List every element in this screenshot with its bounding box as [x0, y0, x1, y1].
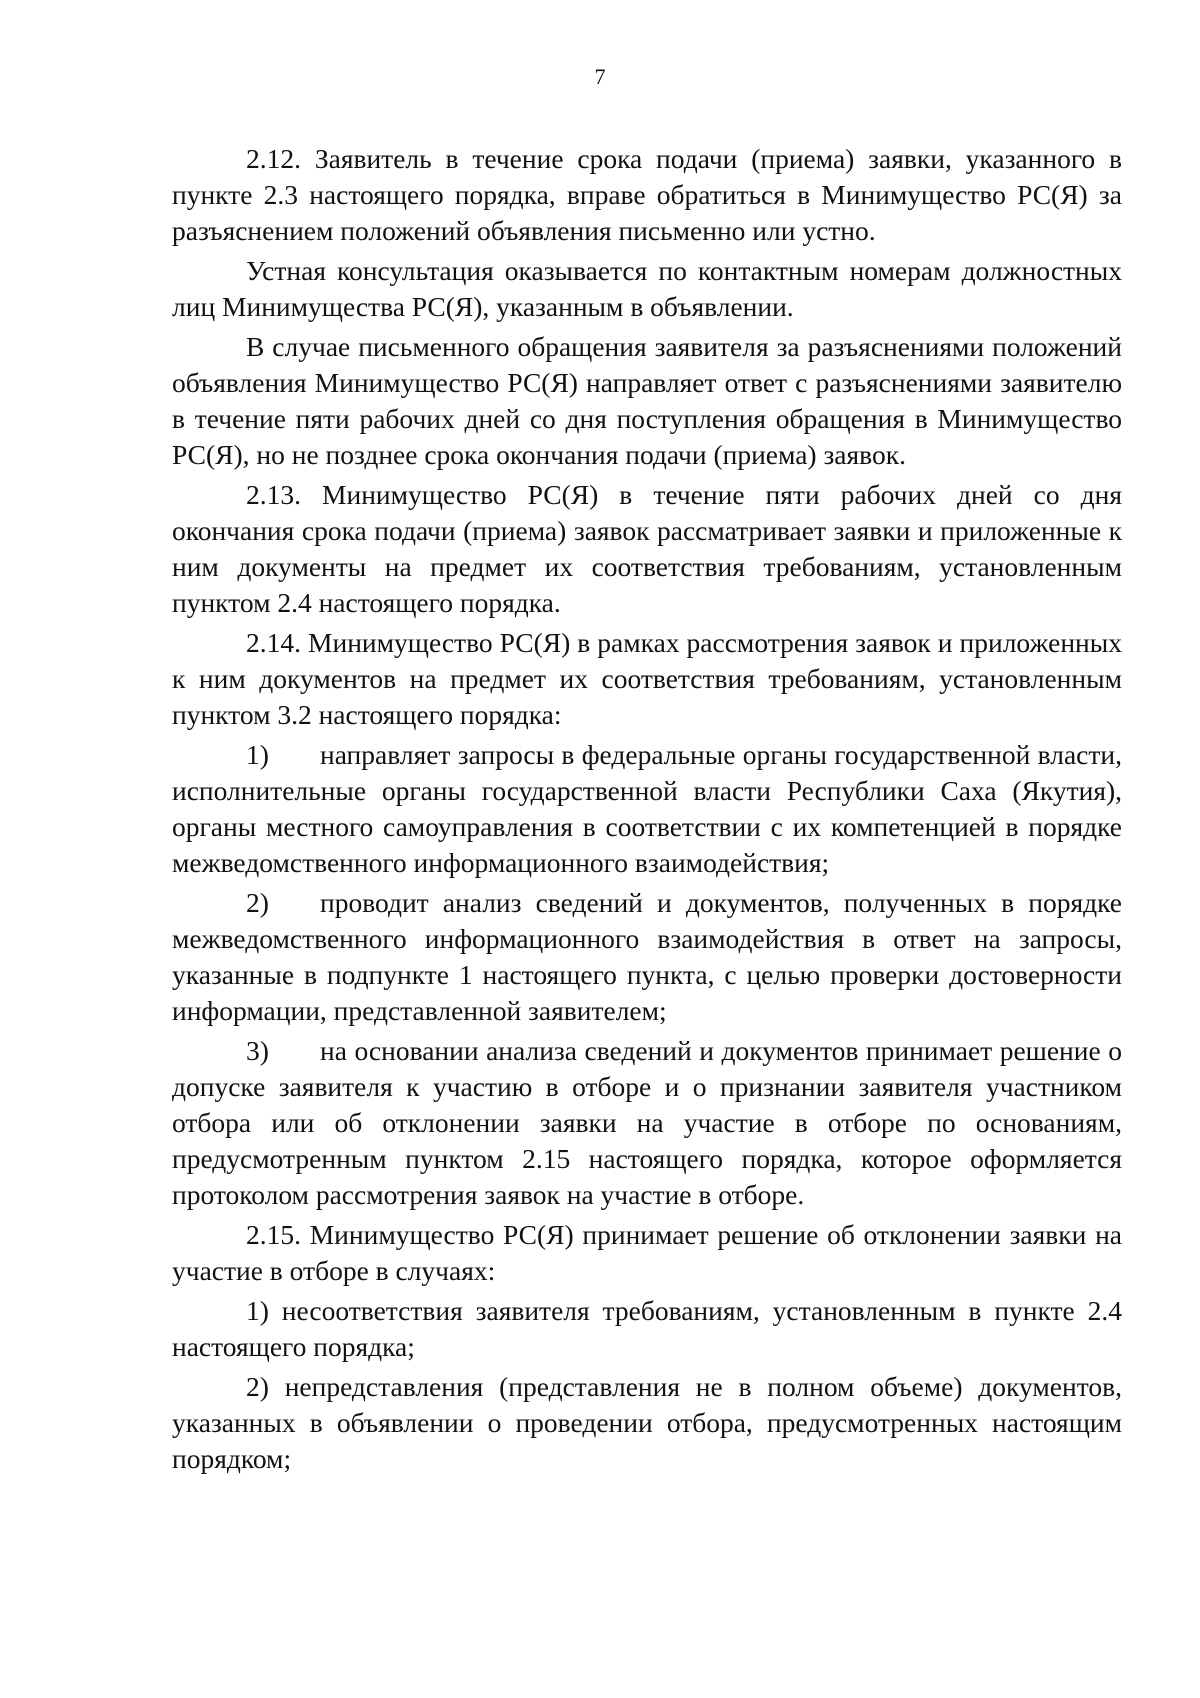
- paragraph-2-15: 2.15. Минимущество РС(Я) принимает решение об отклонении заявки на участие в отборе в случаях:: [172, 1219, 1122, 1286]
- page-number: 7: [594, 64, 606, 89]
- list-item-3: [172, 1033, 1122, 1213]
- list-item-number: 1): [246, 739, 269, 770]
- list-item-number: 3): [246, 1035, 269, 1066]
- list-item-text: на основании анализа сведений и документов принимает решение о допуске заявителя к участию в отборе и о признании заявителя участником отбора или об отклонении заявки на участие в отборе по основаниям, предусмотренным пунктом 2.15 настоящего порядка, которое оформляется протоколом рассмотрения заявок на участие в отборе.: [172, 1035, 1122, 1210]
- list-item-1: [172, 737, 1122, 881]
- paragraph-2-14: 2.14. Минимущество РС(Я) в рамках рассмотрения заявок и приложенных к ним документов на предмет их соответствия требованиям, установленным пунктом 3.2 настоящего порядка:: [172, 627, 1122, 730]
- list-item-2: [172, 885, 1122, 1029]
- list-item-number: 2): [246, 887, 269, 918]
- paragraph-oral-consultation: Устная консультация оказывается по контактным номерам должностных лиц Минимущества РС(Я), указанным в объявлении.: [172, 255, 1122, 322]
- paragraph-written-request: В случае письменного обращения заявителя за разъяснениями положений объявления Минимущество РС(Я) направляет ответ с разъяснениями заявителю в течение пяти рабочих дней со дня поступления обращения в Минимущество РС(Я), но не позднее срока окончания подачи (приема) заявок.: [172, 331, 1122, 470]
- paragraph-reason-1: 1) несоответствия заявителя требованиям, установленным в пункте 2.4 настоящего порядка;: [172, 1295, 1122, 1362]
- paragraph-2-12: 2.12. Заявитель в течение срока подачи (приема) заявки, указанного в пункте 2.3 настоящего порядка, вправе обратиться в Минимущество РС(Я) за разъяснением положений объявления письменно или устно.: [172, 143, 1122, 246]
- paragraph-2-13: 2.13. Минимущество РС(Я) в течение пяти рабочих дней со дня окончания срока подачи (приема) заявок рассматривает заявки и приложенные к ним документы на предмет их соответствия требованиям, установленным пунктом 2.4 настоящего порядка.: [172, 479, 1122, 618]
- paragraph-reason-2: 2) непредставления (представления не в полном объеме) документов, указанных в объявлении о проведении отбора, предусмотренных настоящим порядком;: [172, 1371, 1122, 1474]
- list-item-text: проводит анализ сведений и документов, полученных в порядке межведомственного информационного взаимодействия в ответ на запросы, указанные в подпункте 1 настоящего пункта, с целью проверки достоверности информации, представленной заявителем;: [172, 887, 1122, 1026]
- list-item-text: направляет запросы в федеральные органы государственной власти, исполнительные органы государственной власти Республики Саха (Якутия), органы местного самоуправления в соответствии с их компетенцией в порядке межведомственного информационного взаимодействия;: [172, 739, 1122, 878]
- document-body: [172, 141, 1122, 1481]
